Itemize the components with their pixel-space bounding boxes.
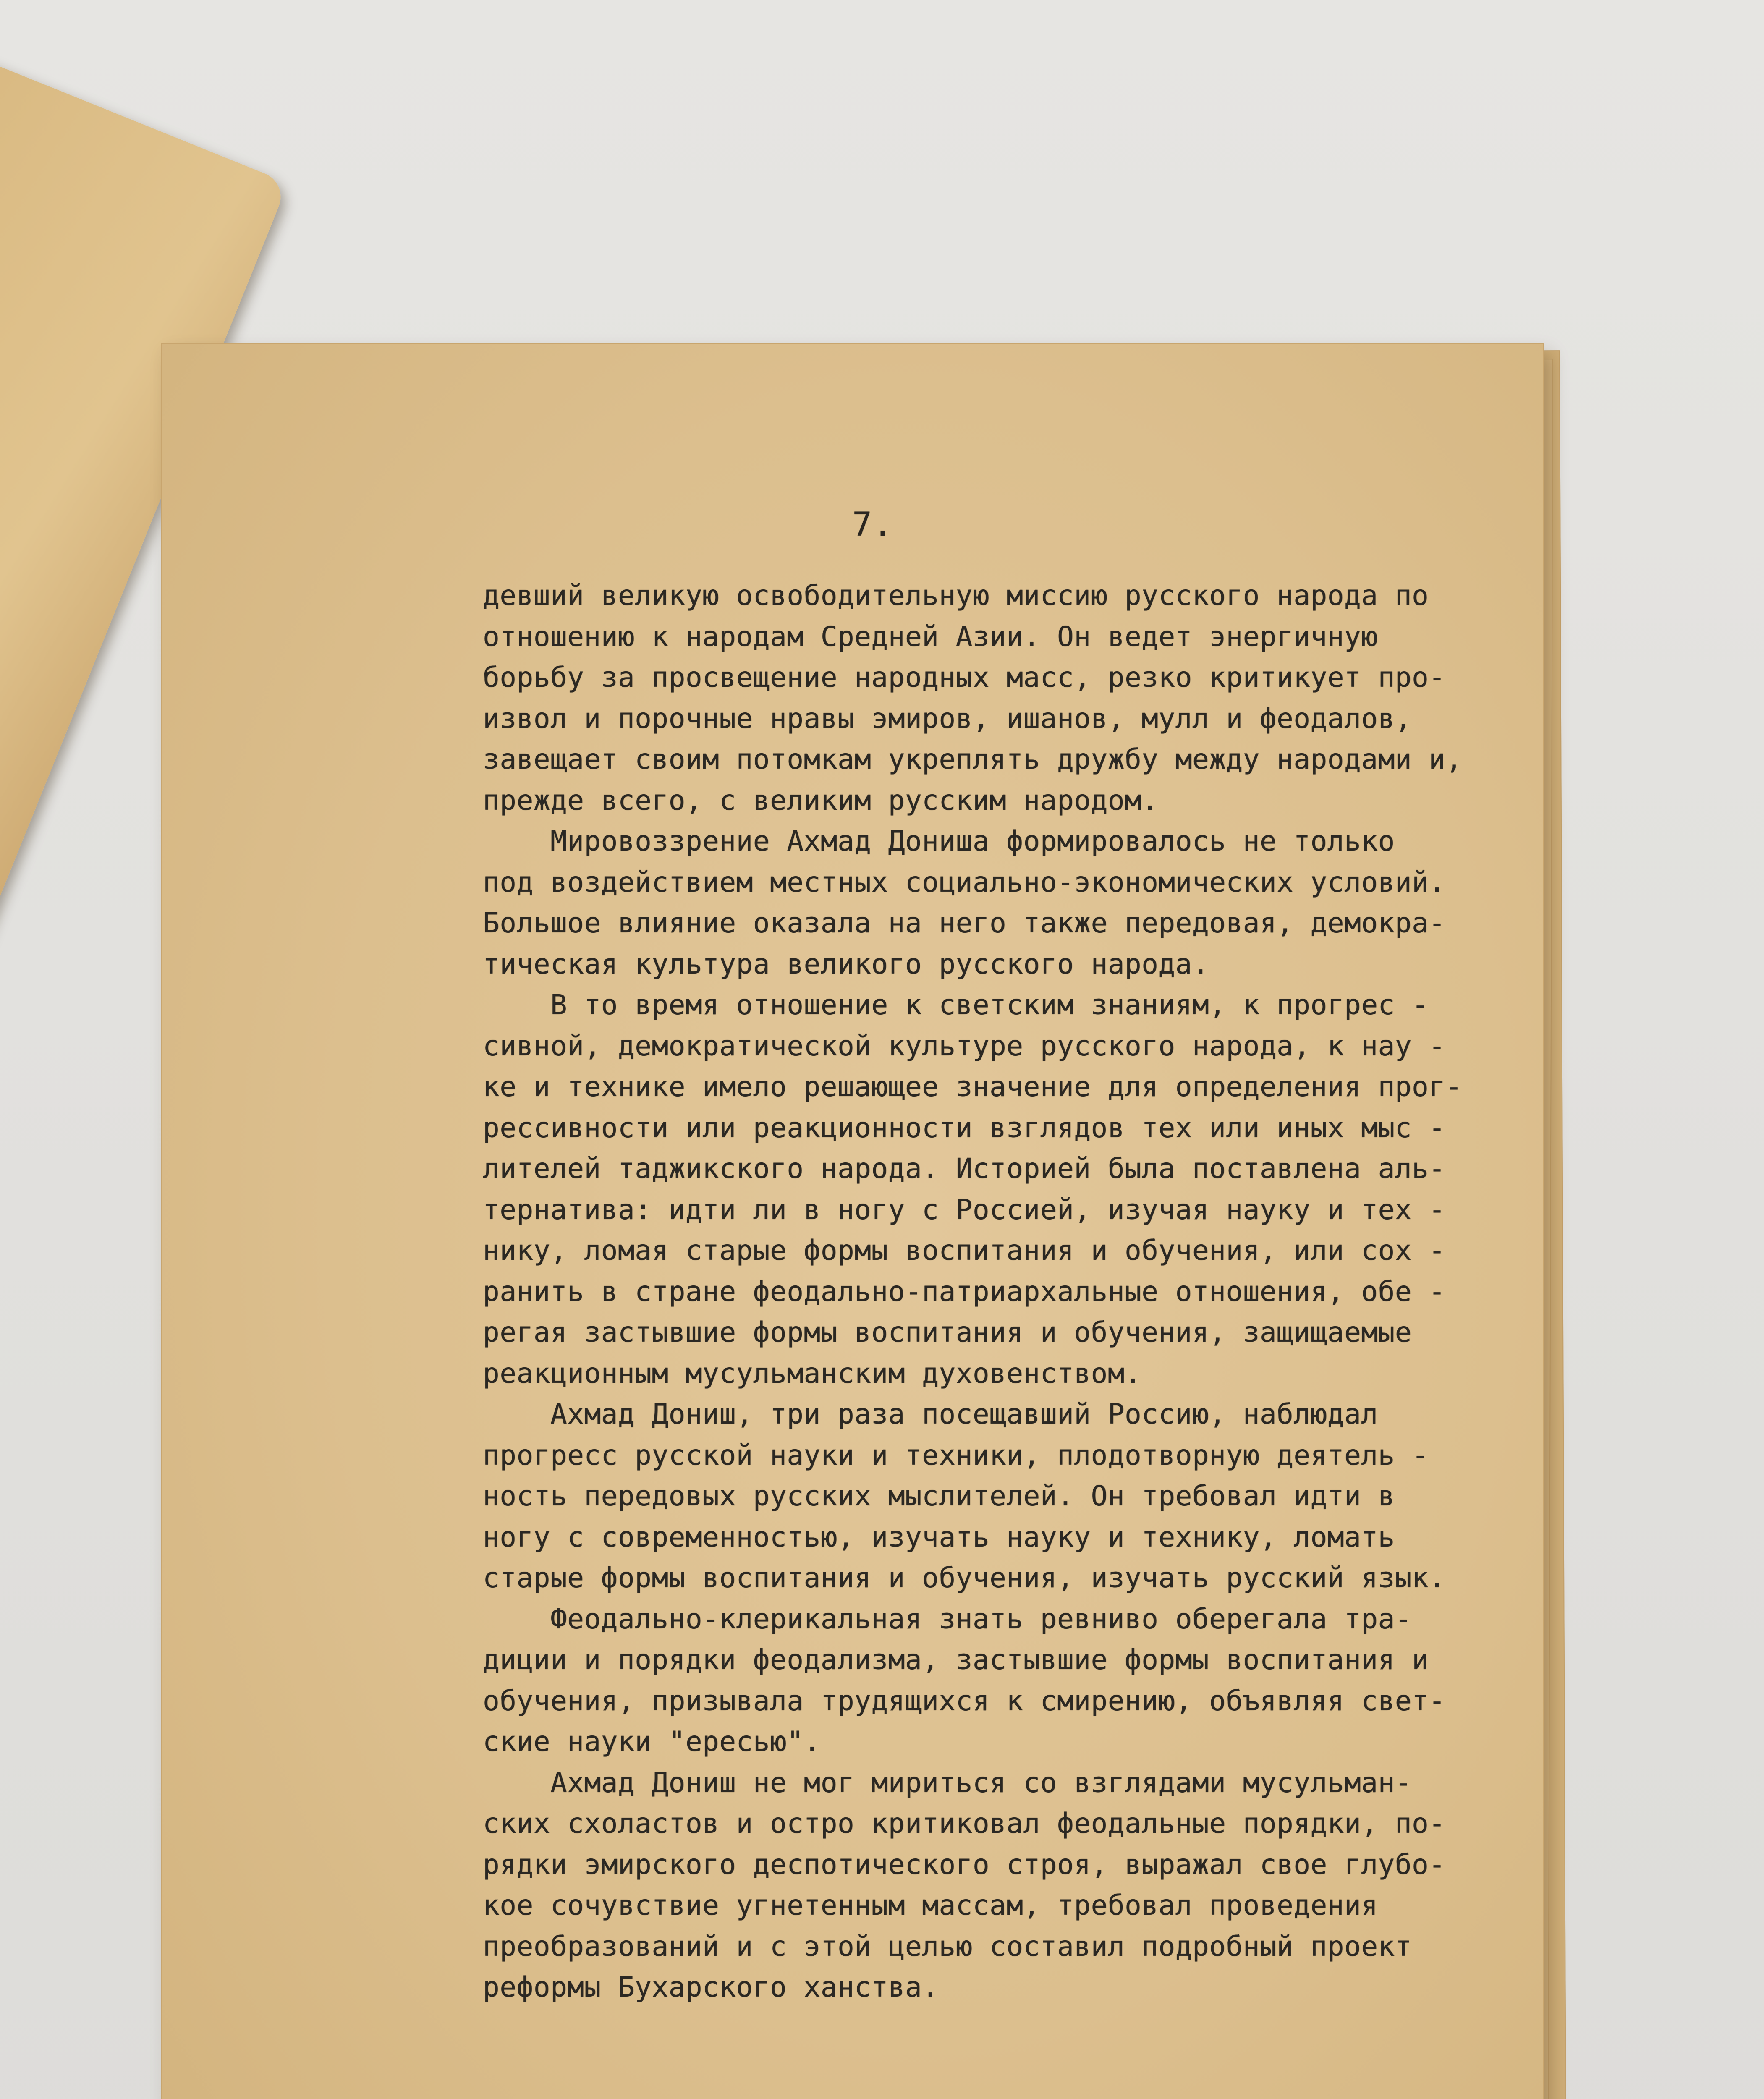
text-line: Мировоззрение Ахмад Дониша формировалось не только	[483, 825, 1395, 857]
text-line: ские науки "ересью".	[483, 1725, 821, 1758]
text-line: завещает своим потомкам укреплять дружбу между народами и,	[483, 743, 1463, 775]
text-line: прогресс русской науки и техники, плодотворную деятель -	[483, 1439, 1429, 1471]
text-line: диции и порядки феодализма, застывшие формы воспитания и	[483, 1644, 1429, 1676]
text-line: тернатива: идти ли в ногу с Россией, изучая науку и тех -	[483, 1193, 1446, 1226]
text-line: преобразований и с этой целью составил подробный проект	[483, 1930, 1412, 1963]
text-line: Ахмад Дониш, три раза посещавший Россию, наблюдал	[483, 1398, 1378, 1430]
text-line: борьбу за просвещение народных масс, резко критикует про-	[483, 661, 1446, 694]
text-line: извол и порочные нравы эмиров, ишанов, мулл и феодалов,	[483, 702, 1412, 735]
text-line: Ахмад Дониш не мог мириться со взглядами мусульман-	[483, 1766, 1412, 1799]
text-line: Феодально-клерикальная знать ревниво оберегала тра-	[483, 1602, 1412, 1635]
paragraph	[483, 1394, 1469, 1599]
paragraph	[483, 575, 1469, 821]
page-number: 7.	[852, 506, 893, 544]
text-line: лителей таджикского народа. Историей была поставлена аль-	[483, 1152, 1446, 1185]
text-line: рессивности или реакционности взглядов тех или иных мыс -	[483, 1111, 1446, 1144]
text-line: старые формы воспитания и обучения, изучать русский язык.	[483, 1562, 1446, 1594]
text-line: ке и технике имело решающее значение для определения прог-	[483, 1070, 1463, 1103]
text-line: рядки эмирского деспотического строя, выражал свое глубо-	[483, 1848, 1446, 1881]
text-line: тическая культура великого русского народа.	[483, 947, 1209, 980]
text-line: Большое влияние оказала на него также передовая, демокра-	[483, 907, 1446, 939]
paragraph	[483, 821, 1469, 984]
text-line: ранить в стране феодально-патриархальные отношения, обе -	[483, 1275, 1446, 1308]
text-line: девший великую освободительную миссию русского народа по	[483, 579, 1429, 612]
text-line: ских схоластов и остро критиковал феодальные порядки, по-	[483, 1807, 1446, 1840]
text-line: реакционным мусульманским духовенством.	[483, 1357, 1142, 1390]
text-line: сивной, демократической культуре русского народа, к нау -	[483, 1029, 1446, 1062]
body-text	[483, 575, 1469, 2008]
text-line: прежде всего, с великим русским народом.	[483, 784, 1159, 817]
text-line: ногу с современностью, изучать науку и технику, ломать	[483, 1521, 1395, 1553]
text-line: кое сочувствие угнетенным массам, требовал проведения	[483, 1889, 1378, 1921]
text-line: отношению к народам Средней Азии. Он ведет энергичную	[483, 620, 1378, 653]
text-line: ность передовых русских мыслителей. Он требовал идти в	[483, 1480, 1395, 1512]
text-line: реформы Бухарского ханства.	[483, 1971, 939, 2003]
paragraph	[483, 1599, 1469, 1762]
text-line: В то время отношение к светским знаниям, к прогрес -	[483, 989, 1429, 1021]
text-line: обучения, призывала трудящихся к смирению, объявляя свет-	[483, 1684, 1446, 1717]
text-line: под воздействием местных социально-экономических условий.	[483, 866, 1446, 898]
text-line: регая застывшие формы воспитания и обучения, защищаемые	[483, 1316, 1412, 1348]
text-line: нику, ломая старые формы воспитания и обучения, или сох -	[483, 1234, 1446, 1267]
paragraph	[483, 984, 1469, 1394]
paragraph	[483, 1762, 1469, 2008]
